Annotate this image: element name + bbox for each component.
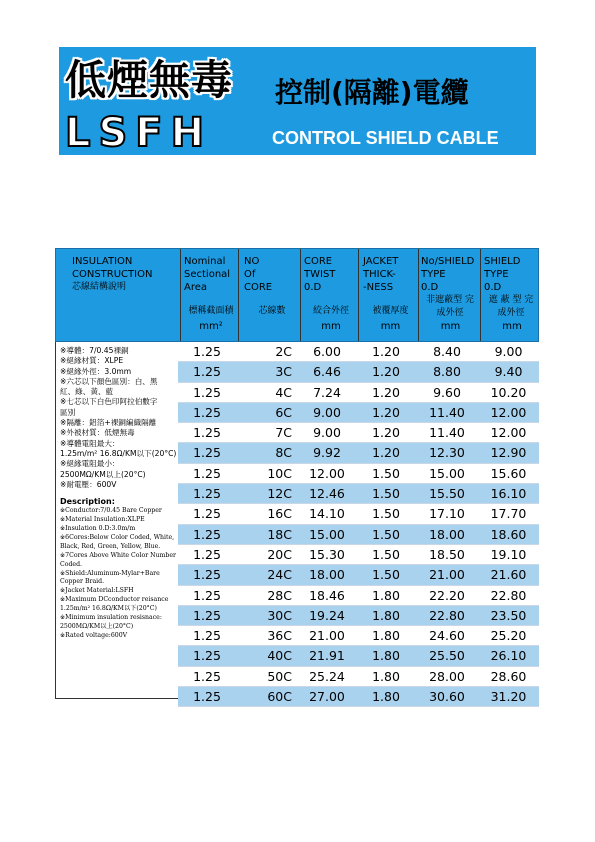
description-zh-line: ※耐電壓：600V <box>60 479 117 489</box>
description-en-line: Black, Red, Green, Yellow, Blue. <box>60 542 161 550</box>
cell-area: 1.25 <box>193 445 221 461</box>
header-divider <box>480 249 481 341</box>
description-en-line: ※Jacket Material:LSFH <box>60 587 134 595</box>
table-row <box>178 667 539 687</box>
header-unit: mm <box>502 321 522 332</box>
description-zh-line: ※導體電阻最大： <box>60 438 120 448</box>
cell-cores: 28C <box>267 587 292 603</box>
cell-noshield-od: 24.60 <box>429 628 465 644</box>
table-row <box>178 545 539 565</box>
cell-twist-od: 18.00 <box>309 567 345 583</box>
cell-noshield-od: 21.00 <box>429 567 465 583</box>
cell-twist-od: 18.46 <box>309 587 345 603</box>
cell-area: 1.25 <box>193 689 221 705</box>
cell-shield-od: 9.40 <box>494 364 523 380</box>
cell-shield-od: 10.20 <box>490 384 527 400</box>
header-unit: mm <box>380 321 401 332</box>
header-line: -NESS <box>363 282 394 293</box>
cell-cores: 16C <box>267 506 292 522</box>
cell-cores: 6C <box>275 404 292 420</box>
description-en-line: ※Insulation 0.D:3.0m/m <box>60 524 136 532</box>
header-divider <box>358 249 359 341</box>
header-unit: mm <box>321 321 341 332</box>
description-zh-line: ※六芯以下顏色區別：白、黑 <box>60 376 158 386</box>
header-nominal-area <box>184 255 238 333</box>
cell-noshield-od: 18.50 <box>429 546 465 562</box>
header-zh: 芯線數 <box>258 306 286 316</box>
header-unit: mm <box>440 321 461 332</box>
header-line: NO <box>244 256 260 267</box>
header-core-twist <box>304 255 358 333</box>
cell-shield-od: 12.00 <box>490 425 527 441</box>
cell-area: 1.25 <box>193 384 221 400</box>
cell-twist-od: 6.46 <box>313 364 341 380</box>
table-row <box>178 423 539 443</box>
cell-shield-od: 9.00 <box>494 344 523 359</box>
subtitle-english: CONTROL SHIELD CABLE <box>272 128 499 148</box>
description-zh-line: 區別 <box>60 407 76 417</box>
cell-area: 1.25 <box>193 486 221 502</box>
description-en-line: 2500MΩ/KM以上(20°C) <box>60 622 134 630</box>
table-row <box>178 626 539 646</box>
header-zh: 遮 蔽 型 完成外徑 <box>488 295 534 318</box>
cell-shield-od: 17.70 <box>490 506 527 522</box>
title-chinese: 低煙無毒 <box>65 56 233 104</box>
description-zh-line: ※隔離：鋁箔+裸銅編織隔離 <box>60 418 157 428</box>
cell-jacket: 1.80 <box>372 668 400 684</box>
cell-twist-od: 21.00 <box>309 628 345 644</box>
cell-jacket: 1.20 <box>372 425 400 441</box>
header-line: CONSTRUCTION <box>72 269 153 280</box>
table-row <box>178 362 539 382</box>
cell-noshield-od: 8.80 <box>433 364 461 380</box>
cell-noshield-od: 9.60 <box>433 384 461 400</box>
cell-area: 1.25 <box>193 668 221 684</box>
description-zh-line: 2500MΩ/KM以上(20°C) <box>60 469 146 479</box>
header-no-shield <box>421 255 480 333</box>
description-en-line: ※Rated voltage:600V <box>60 631 128 639</box>
cell-cores: 3C <box>275 364 292 380</box>
header-zh: 絞合外徑 <box>312 306 349 316</box>
cell-cores: 2C <box>275 344 292 359</box>
header-divider <box>300 249 301 341</box>
header-zh: 標稱截面積 <box>188 306 234 316</box>
cell-cores: 36C <box>267 628 292 644</box>
cell-area: 1.25 <box>193 526 221 542</box>
description-en-line: Copper Braid. <box>60 578 105 586</box>
table-row <box>178 403 539 423</box>
header-unit: mm² <box>199 321 223 332</box>
cell-cores: 60C <box>267 689 292 705</box>
cell-shield-od: 28.60 <box>490 668 527 684</box>
cell-twist-od: 25.24 <box>309 668 345 684</box>
cell-cores: 24C <box>267 567 292 583</box>
cell-cores: 50C <box>267 668 292 684</box>
cell-twist-od: 6.00 <box>313 344 341 359</box>
cell-twist-od: 15.30 <box>309 546 345 562</box>
table-row <box>178 342 539 362</box>
header-line: TYPE <box>484 269 509 280</box>
description-en-line: ※Material Insulation:XLPE <box>60 516 145 524</box>
cell-shield-od: 25.20 <box>490 628 527 644</box>
cell-shield-od: 31.20 <box>490 689 527 705</box>
header-line: Sectional <box>184 269 231 280</box>
description-en-line: ※6Cores:Below Color Coded, White, <box>60 533 175 541</box>
header-zh: 被覆厚度 <box>372 306 409 316</box>
cell-jacket: 1.80 <box>372 587 400 603</box>
cell-jacket: 1.80 <box>372 689 400 705</box>
header-zh: 非遮蔽型 完成外徑 <box>426 295 474 318</box>
cell-area: 1.25 <box>193 404 221 420</box>
cell-noshield-od: 30.60 <box>429 689 465 705</box>
header-divider <box>418 249 419 341</box>
cell-area: 1.25 <box>193 607 221 623</box>
cell-twist-od: 14.10 <box>309 506 345 522</box>
cell-jacket: 1.20 <box>372 445 400 461</box>
cell-noshield-od: 25.50 <box>429 648 465 664</box>
header-line: 0.D <box>484 282 502 293</box>
description-zh <box>56 346 179 490</box>
cell-area: 1.25 <box>193 465 221 481</box>
header-line: CORE <box>244 282 273 293</box>
cell-twist-od: 9.92 <box>313 445 341 461</box>
description-en-line: ※Conductor:7/0.45 Bare Copper <box>60 507 162 515</box>
cell-jacket: 1.50 <box>372 567 400 583</box>
cell-shield-od: 26.10 <box>490 648 527 664</box>
title-english: LSFH <box>65 110 213 156</box>
cell-noshield-od: 12.30 <box>429 445 465 461</box>
cell-area: 1.25 <box>193 628 221 644</box>
cell-twist-od: 12.46 <box>309 486 345 502</box>
header-line: TWIST <box>304 269 336 280</box>
cell-twist-od: 19.24 <box>309 607 345 623</box>
description-zh-line: ※七芯以下白色印阿拉伯數字 <box>60 397 158 407</box>
cell-noshield-od: 15.00 <box>429 465 465 481</box>
cell-cores: 8C <box>275 445 292 461</box>
description-zh-line: ※絕緣電阻最小： <box>60 459 120 469</box>
cell-cores: 4C <box>275 384 292 400</box>
description-en-line: ※Minimum insulation resisnace: <box>60 614 162 622</box>
cell-shield-od: 21.60 <box>490 567 527 583</box>
cell-shield-od: 23.50 <box>490 607 527 623</box>
description-en-title: Description: <box>60 497 115 507</box>
header-divider <box>238 249 239 341</box>
header-line: No/SHIELD <box>421 256 475 267</box>
cell-jacket: 1.50 <box>372 506 400 522</box>
table-header <box>55 248 539 342</box>
cell-noshield-od: 18.00 <box>429 526 465 542</box>
table-row <box>178 687 539 707</box>
description-zh-line: 紅、綠、黃、藍 <box>60 387 114 397</box>
cell-shield-od: 12.90 <box>490 445 527 461</box>
cell-twist-od: 15.00 <box>309 526 345 542</box>
header-line: SHIELD <box>484 256 521 267</box>
header-line: 0.D <box>421 282 439 293</box>
cell-area: 1.25 <box>193 546 221 562</box>
table-row <box>178 586 539 606</box>
cell-area: 1.25 <box>193 587 221 603</box>
header-line: JACKET <box>363 256 399 267</box>
description-en-line: ※Shield:Aluminum-Mylar+Bare <box>60 569 160 577</box>
cell-area: 1.25 <box>193 364 221 380</box>
header-line: THICK- <box>363 269 396 280</box>
cell-shield-od: 22.80 <box>490 587 527 603</box>
header-line: 0.D <box>304 282 322 293</box>
cell-noshield-od: 22.20 <box>429 587 465 603</box>
header-no-of-core <box>244 255 300 318</box>
cell-cores: 40C <box>267 648 292 664</box>
table-row <box>178 504 539 524</box>
table-row <box>178 606 539 626</box>
cell-shield-od: 15.60 <box>490 465 527 481</box>
cell-jacket: 1.80 <box>372 648 400 664</box>
cell-shield-od: 18.60 <box>490 526 527 542</box>
description-en-line: ※Maximum DCconductor reisance <box>60 596 169 604</box>
description-zh-line: ※導體：7/0.45裸銅 <box>60 346 129 355</box>
header-line: CORE <box>304 256 333 267</box>
cell-cores: 7C <box>275 425 292 441</box>
cell-twist-od: 21.91 <box>309 648 345 664</box>
description-en-line: Coded. <box>60 560 83 568</box>
cell-noshield-od: 15.50 <box>429 486 465 502</box>
description-en-line: 1.25m/m² 16.8Ω/KM以下(20°C) <box>60 605 157 613</box>
cell-twist-od: 9.00 <box>313 425 341 441</box>
cell-twist-od: 27.00 <box>309 689 345 705</box>
cell-cores: 10C <box>267 465 292 481</box>
cell-noshield-od: 28.00 <box>429 668 465 684</box>
header-jacket-thickness <box>363 255 418 333</box>
cell-twist-od: 12.00 <box>309 465 345 481</box>
description-en <box>56 507 179 641</box>
cell-twist-od: 9.00 <box>313 404 341 420</box>
subtitle-chinese: 控制(隔離)電纜 <box>275 76 469 109</box>
header-insulation <box>72 255 182 294</box>
cell-jacket: 1.20 <box>372 404 400 420</box>
header-shield <box>484 255 540 333</box>
header-line: Of <box>244 269 256 280</box>
cell-jacket: 1.50 <box>372 546 400 562</box>
cell-twist-od: 7.24 <box>313 384 341 400</box>
cell-cores: 20C <box>267 546 292 562</box>
cell-cores: 18C <box>267 526 292 542</box>
cell-noshield-od: 17.10 <box>429 506 465 522</box>
cell-cores: 12C <box>267 486 292 502</box>
table-row <box>178 565 539 585</box>
table-row <box>178 484 539 504</box>
cell-noshield-od: 11.40 <box>429 425 465 441</box>
cell-area: 1.25 <box>193 567 221 583</box>
cell-cores: 30C <box>267 607 292 623</box>
spec-table <box>55 248 539 705</box>
cell-jacket: 1.80 <box>372 607 400 623</box>
table-row <box>178 383 539 403</box>
cell-jacket: 1.50 <box>372 465 400 481</box>
cell-shield-od: 12.00 <box>490 404 527 420</box>
description-zh-line: ※絕緣材質：XLPE <box>60 356 124 366</box>
cell-area: 1.25 <box>193 648 221 664</box>
table-row <box>178 464 539 484</box>
cell-shield-od: 19.10 <box>490 546 527 562</box>
cell-area: 1.25 <box>193 506 221 522</box>
cell-area: 1.25 <box>193 425 221 441</box>
description-zh-line: ※外被材質：低煙無毒 <box>60 428 135 438</box>
table-row <box>178 646 539 666</box>
cell-area: 1.25 <box>193 344 221 359</box>
data-rows <box>178 342 539 707</box>
cell-jacket: 1.20 <box>372 344 400 359</box>
cell-noshield-od: 8.40 <box>433 344 461 359</box>
description-zh-line: ※絕緣外徑：3.0mm <box>60 366 132 376</box>
cell-jacket: 1.50 <box>372 526 400 542</box>
table-row <box>178 525 539 545</box>
cell-noshield-od: 11.40 <box>429 404 465 420</box>
header-line: Area <box>184 282 208 293</box>
header-line: 芯線結構說明 <box>72 282 127 292</box>
table-row <box>178 443 539 463</box>
construction-description <box>55 342 179 699</box>
description-en-line: ※7Cores Above White Color Number <box>60 551 176 559</box>
cell-noshield-od: 22.80 <box>429 607 465 623</box>
cell-jacket: 1.80 <box>372 628 400 644</box>
cell-jacket: 1.50 <box>372 486 400 502</box>
header-line: TYPE <box>421 269 446 280</box>
description-zh-line: 1.25m/m² 16.8Ω/KM以下(20°C) <box>60 448 177 458</box>
header-line: Nominal <box>184 256 226 267</box>
cell-jacket: 1.20 <box>372 364 400 380</box>
cell-jacket: 1.20 <box>372 384 400 400</box>
header-line: INSULATION <box>72 256 133 267</box>
cell-shield-od: 16.10 <box>490 486 527 502</box>
